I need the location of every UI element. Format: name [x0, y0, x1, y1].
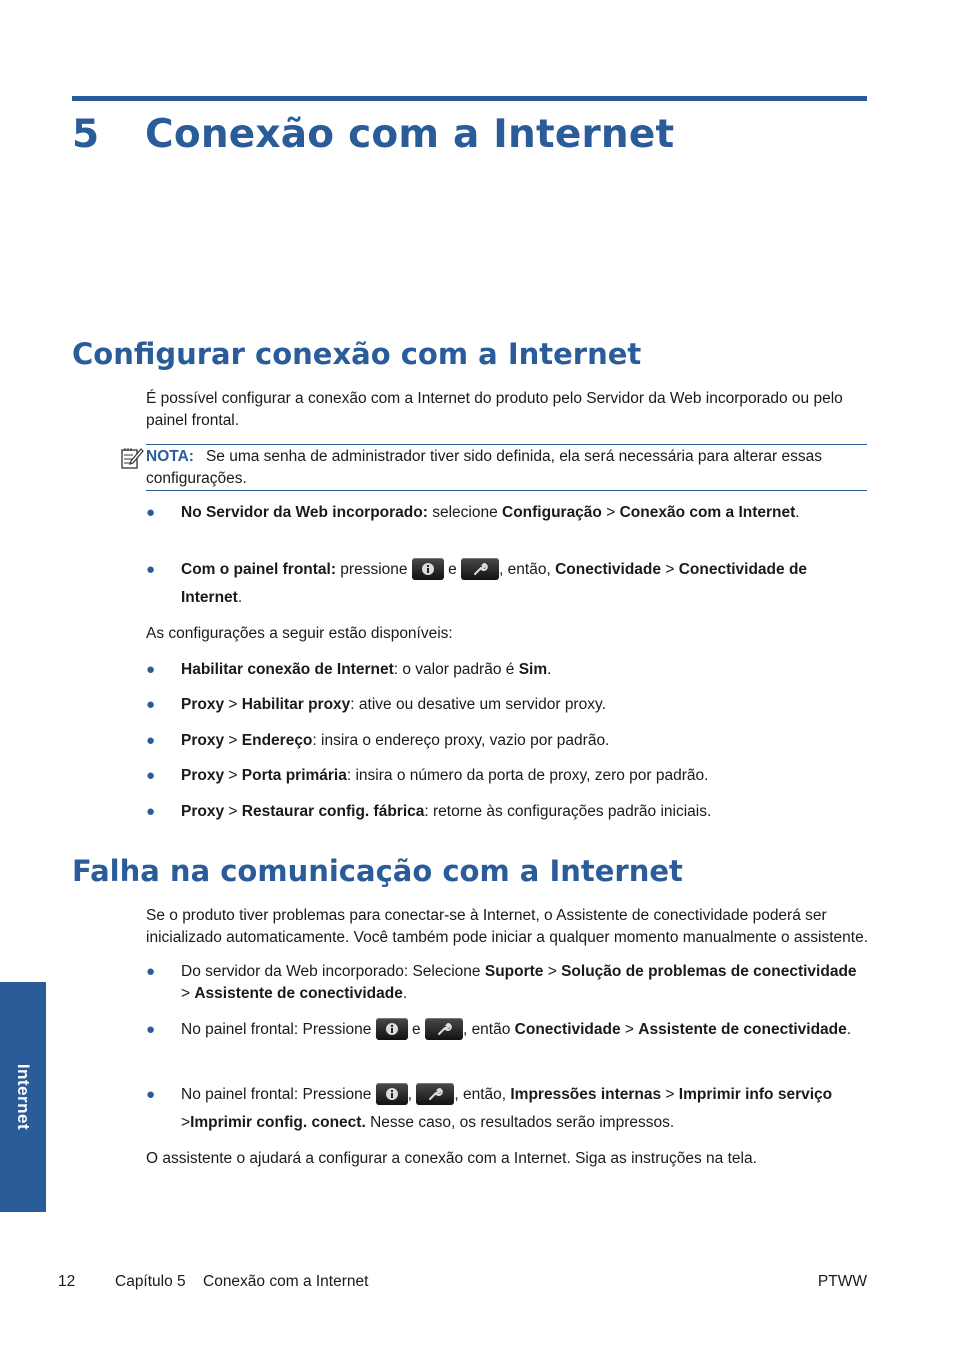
- list-item: ● No painel frontal: Pressione e , então Conectividade > Assistente de conectividade.: [146, 1016, 868, 1044]
- section-title-failure: Falha na comunicação com a Internet: [72, 854, 683, 888]
- menu-path: Conectividade de Internet: [181, 561, 808, 606]
- bullet: ●: [146, 963, 156, 980]
- bullet: ●: [146, 696, 156, 713]
- menu-path: Configuração: [502, 504, 602, 521]
- list-item: ● No Servidor da Web incorporado: selecione Configuração > Conexão com a Internet.: [146, 502, 868, 524]
- bullet: ●: [146, 504, 156, 521]
- note-text: Se uma senha de administrador tiver sido definida, ela será necessária para alterar essas configurações.: [146, 448, 822, 487]
- section-title-configure: Configurar conexão com a Internet: [72, 337, 642, 371]
- menu-path: Impressões internas: [510, 1086, 662, 1103]
- side-tab: [0, 982, 46, 1212]
- list-item: ● Proxy > Restaurar config. fábrica: retorne às configurações padrão iniciais.: [146, 801, 868, 823]
- list-item: ● Proxy > Porta primária: insira o número da porta de proxy, zero por padrão.: [146, 765, 868, 787]
- section2-intro: Se o produto tiver problemas para conectar-se à Internet, o Assistente de conectividade poderá ser inicializado automaticamente. Você também pode iniciar a qualquer momento manualmente o assistente.: [146, 907, 869, 946]
- menu-path: Conectividade: [555, 561, 662, 578]
- footer-chapter-label: Capítulo 5: [115, 1273, 186, 1290]
- note-label: NOTA:: [146, 448, 194, 465]
- menu-path: Suporte: [484, 963, 544, 980]
- wrench-icon: [416, 1083, 454, 1105]
- side-tab-label: Internet: [14, 1063, 33, 1131]
- note-box: [146, 444, 867, 491]
- chapter-number: 5: [72, 112, 100, 157]
- info-button-icon: [376, 1083, 408, 1105]
- info-button-icon: [376, 1018, 408, 1040]
- list-item: ● Proxy > Habilitar proxy: ative ou desative um servidor proxy.: [146, 694, 868, 716]
- list-item: ● Do servidor da Web incorporado: Selecione Suporte > Solução de problemas de conectividade > Assistente de conectividade.: [146, 963, 857, 1002]
- list-item: ● Proxy > Endereço: insira o endereço proxy, vazio por padrão.: [146, 730, 868, 752]
- bullet: ●: [146, 661, 156, 678]
- menu-path: Imprimir info serviço: [678, 1086, 833, 1103]
- item-label: No Servidor da Web incorporado:: [181, 504, 428, 521]
- list-item: ● No painel frontal: Pressione , , então, Impressões internas > Imprimir info serviço >Imprimir config. conect. Nesse caso, os resultados serão impressos.: [146, 1081, 868, 1137]
- bullet: ●: [146, 803, 156, 820]
- section2-outro: O assistente o ajudará a configurar a conexão com a Internet. Siga as instruções na tela.: [146, 1150, 757, 1167]
- bullet: ●: [146, 732, 156, 749]
- available-settings-text: As configurações a seguir estão disponíveis:: [146, 625, 453, 642]
- bullet: ●: [146, 1021, 156, 1038]
- bullet: ●: [146, 1086, 156, 1103]
- menu-path: Conexão com a Internet: [619, 504, 796, 521]
- note-icon: [120, 447, 144, 471]
- info-button-icon: [412, 558, 444, 580]
- list-item: ● Habilitar conexão de Internet: o valor padrão é Sim.: [146, 659, 868, 681]
- wrench-icon: [461, 558, 499, 580]
- section1-intro: É possível configurar a conexão com a Internet do produto pelo Servidor da Web incorporado ou pelo painel frontal.: [146, 390, 843, 429]
- chapter-heading: [72, 112, 674, 157]
- wrench-icon: [425, 1018, 463, 1040]
- bullet: ●: [146, 561, 156, 578]
- menu-path: Conectividade: [514, 1021, 621, 1038]
- footer-page-number: 12: [58, 1273, 76, 1290]
- bullet: ●: [146, 767, 156, 784]
- chapter-top-rule: [72, 96, 867, 101]
- footer-code: PTWW: [817, 1273, 867, 1290]
- menu-path: Solução de problemas de conectividade: [561, 963, 857, 980]
- list-item: ● Com o painel frontal: pressione e , então, Conectividade > Conectividade de Internet.: [146, 556, 868, 612]
- chapter-title: Conexão com a Internet: [145, 112, 675, 157]
- menu-path: Assistente de conectividade: [638, 1021, 847, 1038]
- menu-path: Imprimir config. conect.: [190, 1114, 366, 1131]
- menu-path: Assistente de conectividade: [194, 984, 403, 1002]
- footer-chapter-title: Conexão com a Internet: [203, 1273, 369, 1290]
- item-label: Com o painel frontal:: [181, 561, 336, 578]
